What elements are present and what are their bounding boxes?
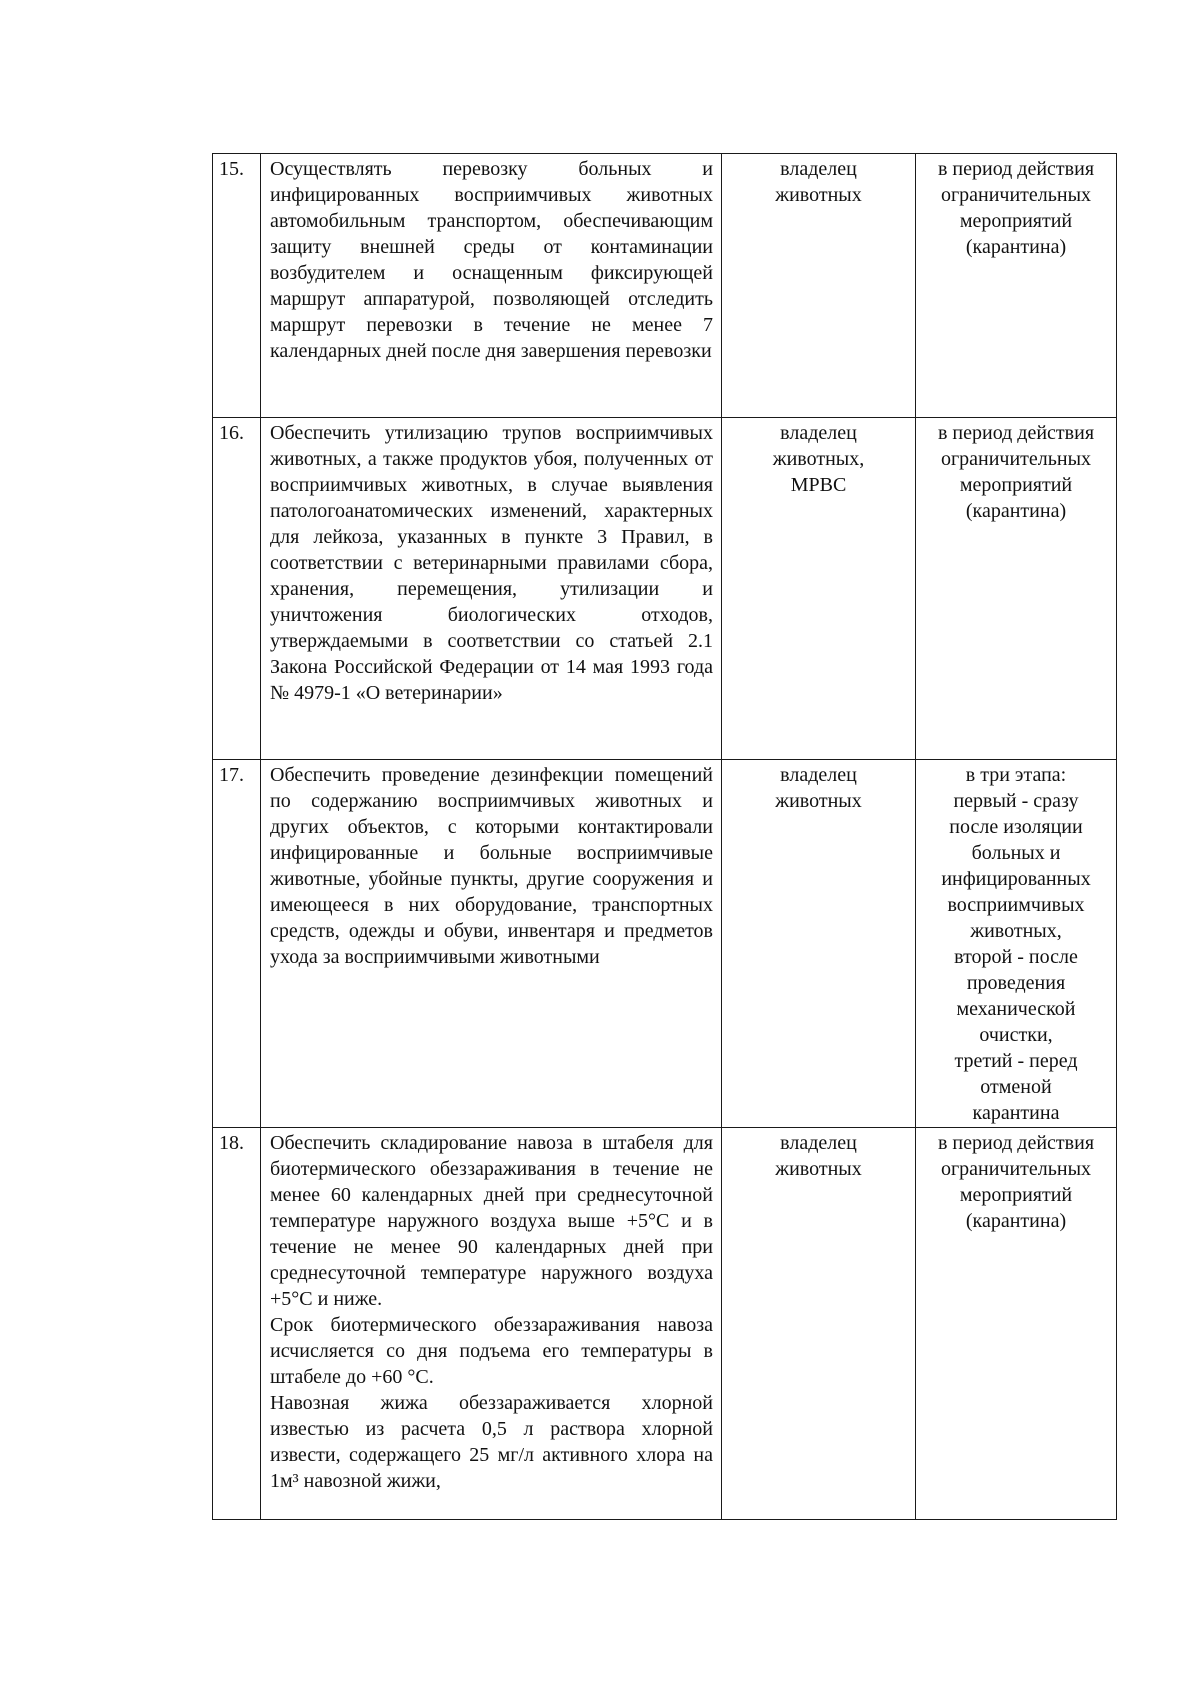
measure-paragraph: Срок биотермического обеззараживания навоза исчисляется со дня подъема его температуры в штабеле до +60 °С. xyxy=(270,1314,713,1388)
term-line: второй - после xyxy=(954,946,1078,968)
measures-table xyxy=(212,153,1117,1520)
measure-paragraph: Обеспечить проведение дезинфекции помещений по содержанию восприимчивых животных и других объектов, с которыми контактировали инфицированные и больные восприимчивые животные, убойные пункты, другие сооружения и имеющееся в них оборудование, транспортных средств, одежды и обуви, инвентаря и предметов ухода за восприимчивыми животными xyxy=(270,764,713,968)
term-line: в период действия xyxy=(937,158,1095,180)
term-line: ограничительных xyxy=(940,1158,1092,1180)
term-line: мероприятий xyxy=(959,210,1073,232)
term-line: карантина xyxy=(972,1102,1060,1124)
term-line: животных, xyxy=(970,920,1062,942)
measure-paragraph: Навозная жижа обеззараживается хлорной известью из расчета 0,5 л раствора хлорной извести, содержащего 25 мг/л активного хлора на 1м³ навозной жижи, xyxy=(270,1392,713,1492)
measure-paragraph: Обеспечить складирование навоза в штабеля для биотермического обеззараживания в течение не менее 60 календарных дней при среднесуточной температуре наружного воздуха выше +5°С и в течение не менее 90 календарных дней при среднесуточной температуре наружного воздуха +5°С и ниже. xyxy=(270,1132,713,1310)
term-line: ограничительных xyxy=(940,448,1092,470)
term-line: больных и xyxy=(971,842,1061,864)
term-line: в три этапа: xyxy=(965,764,1067,786)
responsible-line: животных xyxy=(775,1158,862,1180)
table-row xyxy=(213,760,1117,1128)
term-line: первый - сразу xyxy=(953,790,1079,812)
measure-text xyxy=(261,418,722,760)
row-number: 17. xyxy=(213,760,261,1128)
responsible-line: животных, xyxy=(772,448,865,470)
row-number: 18. xyxy=(213,1128,261,1520)
measure-paragraph: Осуществлять перевозку больных и инфицированных восприимчивых животных автомобильным транспортом, обеспечивающим защиту внешней среды от контаминации возбудителем и оснащенным фиксирующей маршрут аппаратурой, позволяющей отследить маршрут перевозки в течение не менее 7 календарных дней после дня завершения перевозки xyxy=(270,158,713,362)
table-row xyxy=(213,418,1117,760)
term-line: отменой xyxy=(980,1076,1052,1098)
responsible-cell xyxy=(722,1128,916,1520)
table-row xyxy=(213,154,1117,418)
responsible-line: владелец xyxy=(780,422,857,444)
term-line: в период действия xyxy=(937,1132,1095,1154)
term-line: (карантина) xyxy=(965,500,1067,522)
term-line: (карантина) xyxy=(965,236,1067,258)
term-line: проведения xyxy=(966,972,1066,994)
term-line: после изоляции xyxy=(949,816,1083,838)
term-line: мероприятий xyxy=(959,1184,1073,1206)
term-line: восприимчивых xyxy=(947,894,1085,916)
term-line: мероприятий xyxy=(959,474,1073,496)
table-row xyxy=(213,1128,1117,1520)
responsible-line: животных xyxy=(775,184,862,206)
responsible-cell xyxy=(722,418,916,760)
measure-text xyxy=(261,760,722,1128)
responsible-cell xyxy=(722,154,916,418)
responsible-cell xyxy=(722,760,916,1128)
term-cell xyxy=(916,1128,1117,1520)
term-line: инфицированных xyxy=(941,868,1091,890)
responsible-line: животных xyxy=(775,790,862,812)
measure-text xyxy=(261,154,722,418)
term-line: ограничительных xyxy=(940,184,1092,206)
row-number: 15. xyxy=(213,154,261,418)
responsible-line: МРВС xyxy=(790,474,847,496)
responsible-line: владелец xyxy=(780,158,857,180)
responsible-line: владелец xyxy=(780,1132,857,1154)
row-number: 16. xyxy=(213,418,261,760)
measure-paragraph: Обеспечить утилизацию трупов восприимчивых животных, а также продуктов убоя, полученных от восприимчивых животных, в случае выявления патологоанатомических изменений, характерных для лейкоза, указанных в пункте 3 Правил, в соответствии с ветеринарными правилами сбора, хранения, перемещения, утилизации и уничтожения биологических отходов, утверждаемыми в соответствии со статьей 2.1 Закона Российской Федерации от 14 мая 1993 года № 4979-1 «О ветеринарии» xyxy=(270,422,713,704)
term-line: (карантина) xyxy=(965,1210,1067,1232)
measure-text xyxy=(261,1128,722,1520)
term-cell xyxy=(916,418,1117,760)
responsible-line: владелец xyxy=(780,764,857,786)
term-line: третий - перед xyxy=(954,1050,1078,1072)
term-line: очистки, xyxy=(979,1024,1053,1046)
term-cell xyxy=(916,760,1117,1128)
term-cell xyxy=(916,154,1117,418)
term-line: в период действия xyxy=(937,422,1095,444)
term-line: механической xyxy=(956,998,1076,1020)
